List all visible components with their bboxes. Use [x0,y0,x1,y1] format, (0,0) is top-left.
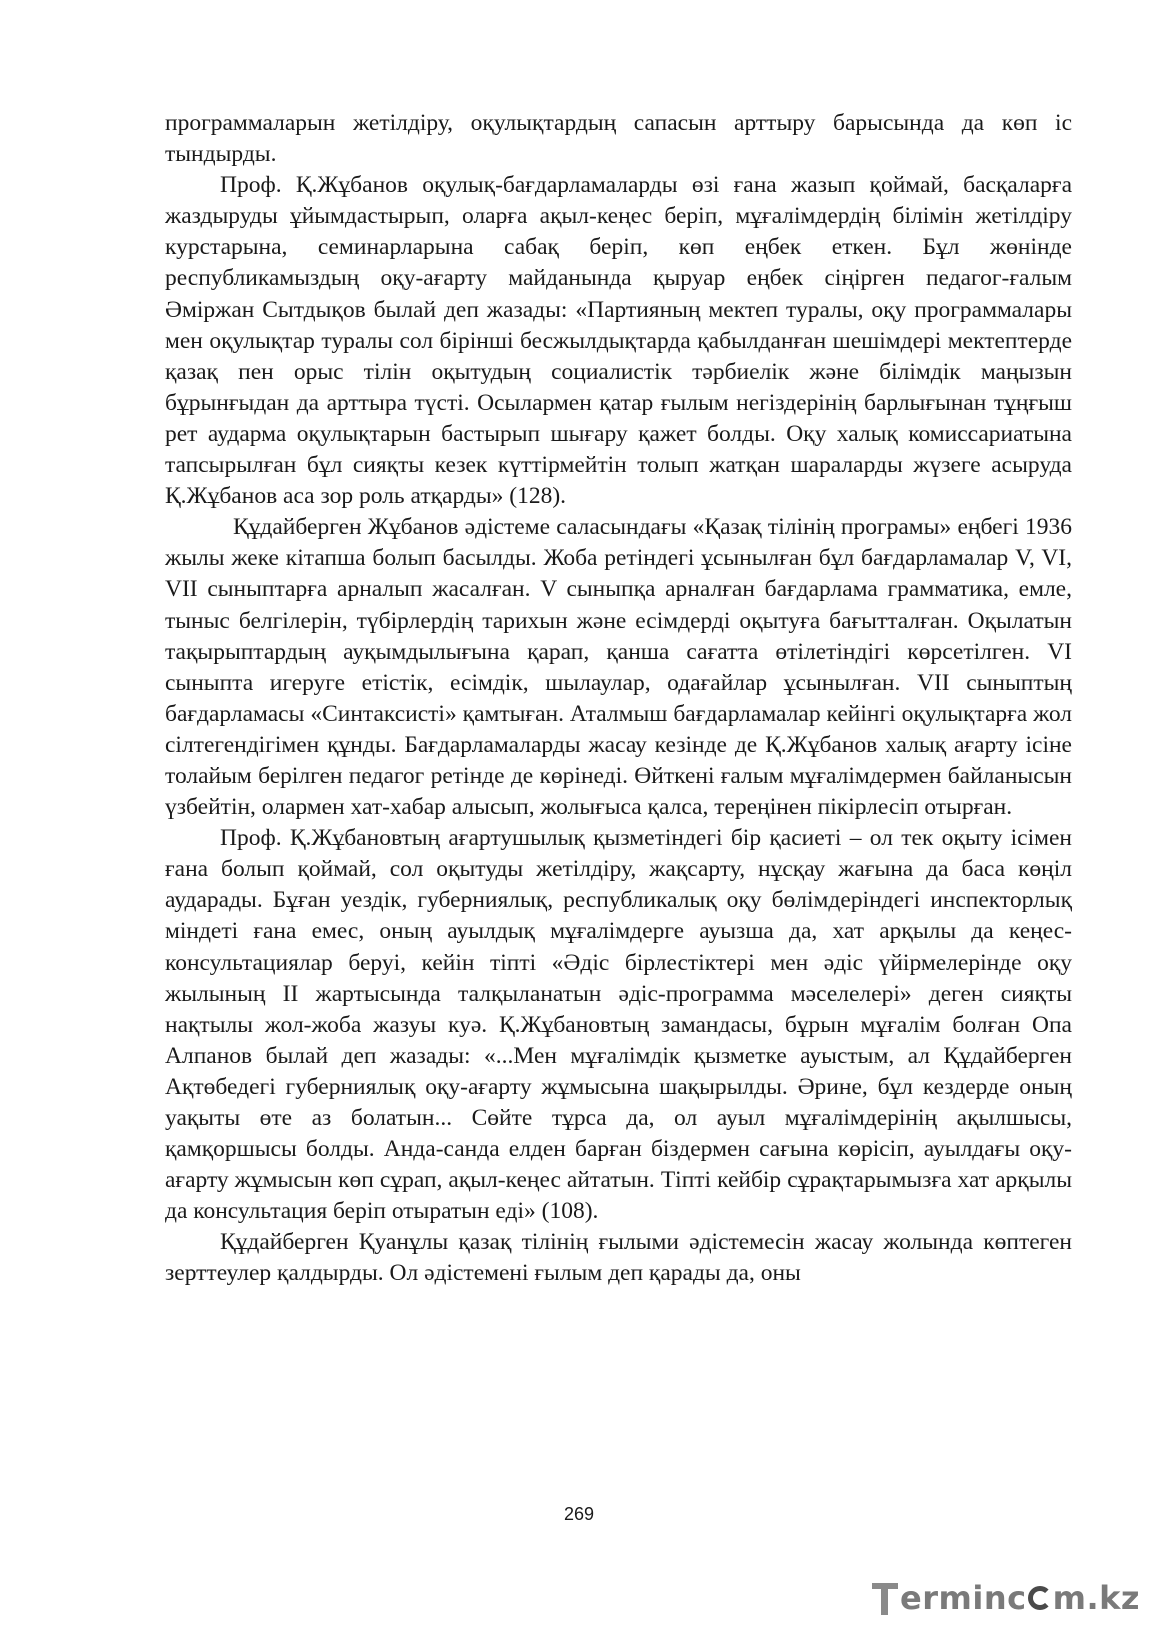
watermark-text-2: c [1007,1579,1027,1617]
paragraph-5: Құдайберген Қуанұлы қазақ тілінің ғылыми әдістемесін жасау жолында көптеген зерттеулер қалдырды. Ол әдістемені ғылым деп қарады да, оны [165,1229,1072,1287]
paragraph-2: Проф. Қ.Жұбанов оқулық-бағдарламаларды өзі ғана жазып қоймай, басқаларға жаздыруды ұйымдастырып, оларға ақыл-кеңес беріп, мұғалімдердің білімін жетілдіру курстарына, семинарларына сабақ беріп, көп еңбек еткен. Бұл жөнінде республикамыздың оқу-ағарту майданында қыруар еңбек сіңірген педагог-ғалым Әміржан Сытдықов былай деп жазады: «Партияның мектеп туралы, оқу программалары мен оқулықтар туралы сол бірінші бесжылдықтарда қабылданған шешімдері мектептерде қазақ пен орыс тілін оқытудың социалистік тәрбиелік және білімдік маңызын бұрынғыдан да арттыра түсті. Осылармен қатар ғылым негіздерінің барлығынан тұңғыш рет аударма оқулықтарын бастырып шығару қажет болды. Оқу халық комиссариатына тапсырылған бұл сияқты кезек күттірмейтін толып жатқан шараларды жүзеге асыруда Қ.Жұбанов аса зор роль атқарды» (128). [165,172,1072,510]
body-text [165,108,1072,1290]
paragraph-3: Құдайберген Жұбанов әдістеме саласындағы «Қазақ тілінің програмы» еңбегі 1936 жылы жеке кітапша болып басылды. Жоба ретіндегі ұсынылған бұл бағдарламалар V, VI, VII сыныптарға арналып жасалған. V сыныпқа арналған бағдарлама грамматика, емле, тыныс белгілерін, түбірлердің тарихын және есімдерді оқытуға бағытталған. Оқылатын тақырыптардың ауқымдылығына қарап, қанша сағатта өтілетіндігі көрсетілген. VI сыныпта игеруге етістік, есімдік, шылаулар, одағайлар ұсынылған. VII сыныптың бағдарламасы «Синтаксисті» қамтыған. Аталмыш бағдарламалар кейінгі оқулықтарға жол сілтегендігімен құнды. Бағдарламаларды жасау кезінде де Қ.Жұбанов халық ағарту ісіне толайым берілген педагог ретінде де көрінеді. Өйткені ғалым мұғалімдермен байланысын үзбейтін, олармен хат-хабар алысып, жолығыса қалса, тереңінен пікірлесіп отырған. [165,514,1072,821]
watermark-logo [872,1576,1140,1620]
paragraph-1: программаларын жетілдіру, оқулықтардың сапасын арттыру барысында да көп іс тындырды. [165,110,1072,168]
page-number: 269 [563,1504,595,1524]
paragraph-4: Проф. Қ.Жұбановтың ағартушылық қызметіндегі бір қасиеті – ол тек оқыту ісімен ғана болып қоймай, сол оқытуды жетілдіру, жақсарту, нұсқау жағына да баса көңіл аударады. Бұған уездік, губерниялық, республикалық оқу бөлімдеріндегі инспекторлық міндеті ғана емес, оның ауылдық мұғалімдерге ауызша да, хат арқылы да кеңес-консультациялар беруі, кейін тіпті «Әдіс бірлестіктері мен әдіс үйірмелерінде оқу жылының II жартысында талқыланатын әдіс-программа мәселелері» деген сияқты нақтылы жол-жоба жазуы куә. Қ.Жұбановтың замандасы, бұрын мұғалім болған Опа Алпанов былай деп жазады: «...Мен мұғалімдік қызметке ауыстым, ал Құдайберген Ақтөбедегі губерниялық оқу-ағарту жұмысына шақырылды. Әрине, бұл кездерде оның уақыты өте аз болатын... Сөйте тұрса да, ол ауыл мұғалімдерінің ақылшысы, қамқоршысы болды. Анда-санда елден барған біздермен сағына көрісіп, ауылдағы оқу-ағарту жұмысын көп сұрап, ақыл-кеңес айтатын. Тіпті кейбір сұрақтарымызға хат арқылы да консультация беріп отыратын еді» (108). [165,825,1072,1225]
watermark-text-3: m.kz [1052,1579,1140,1617]
termincom-logo-icon [872,1581,898,1615]
logo-ring-icon [1028,1586,1052,1610]
watermark-text-1: ermin [900,1579,1008,1617]
